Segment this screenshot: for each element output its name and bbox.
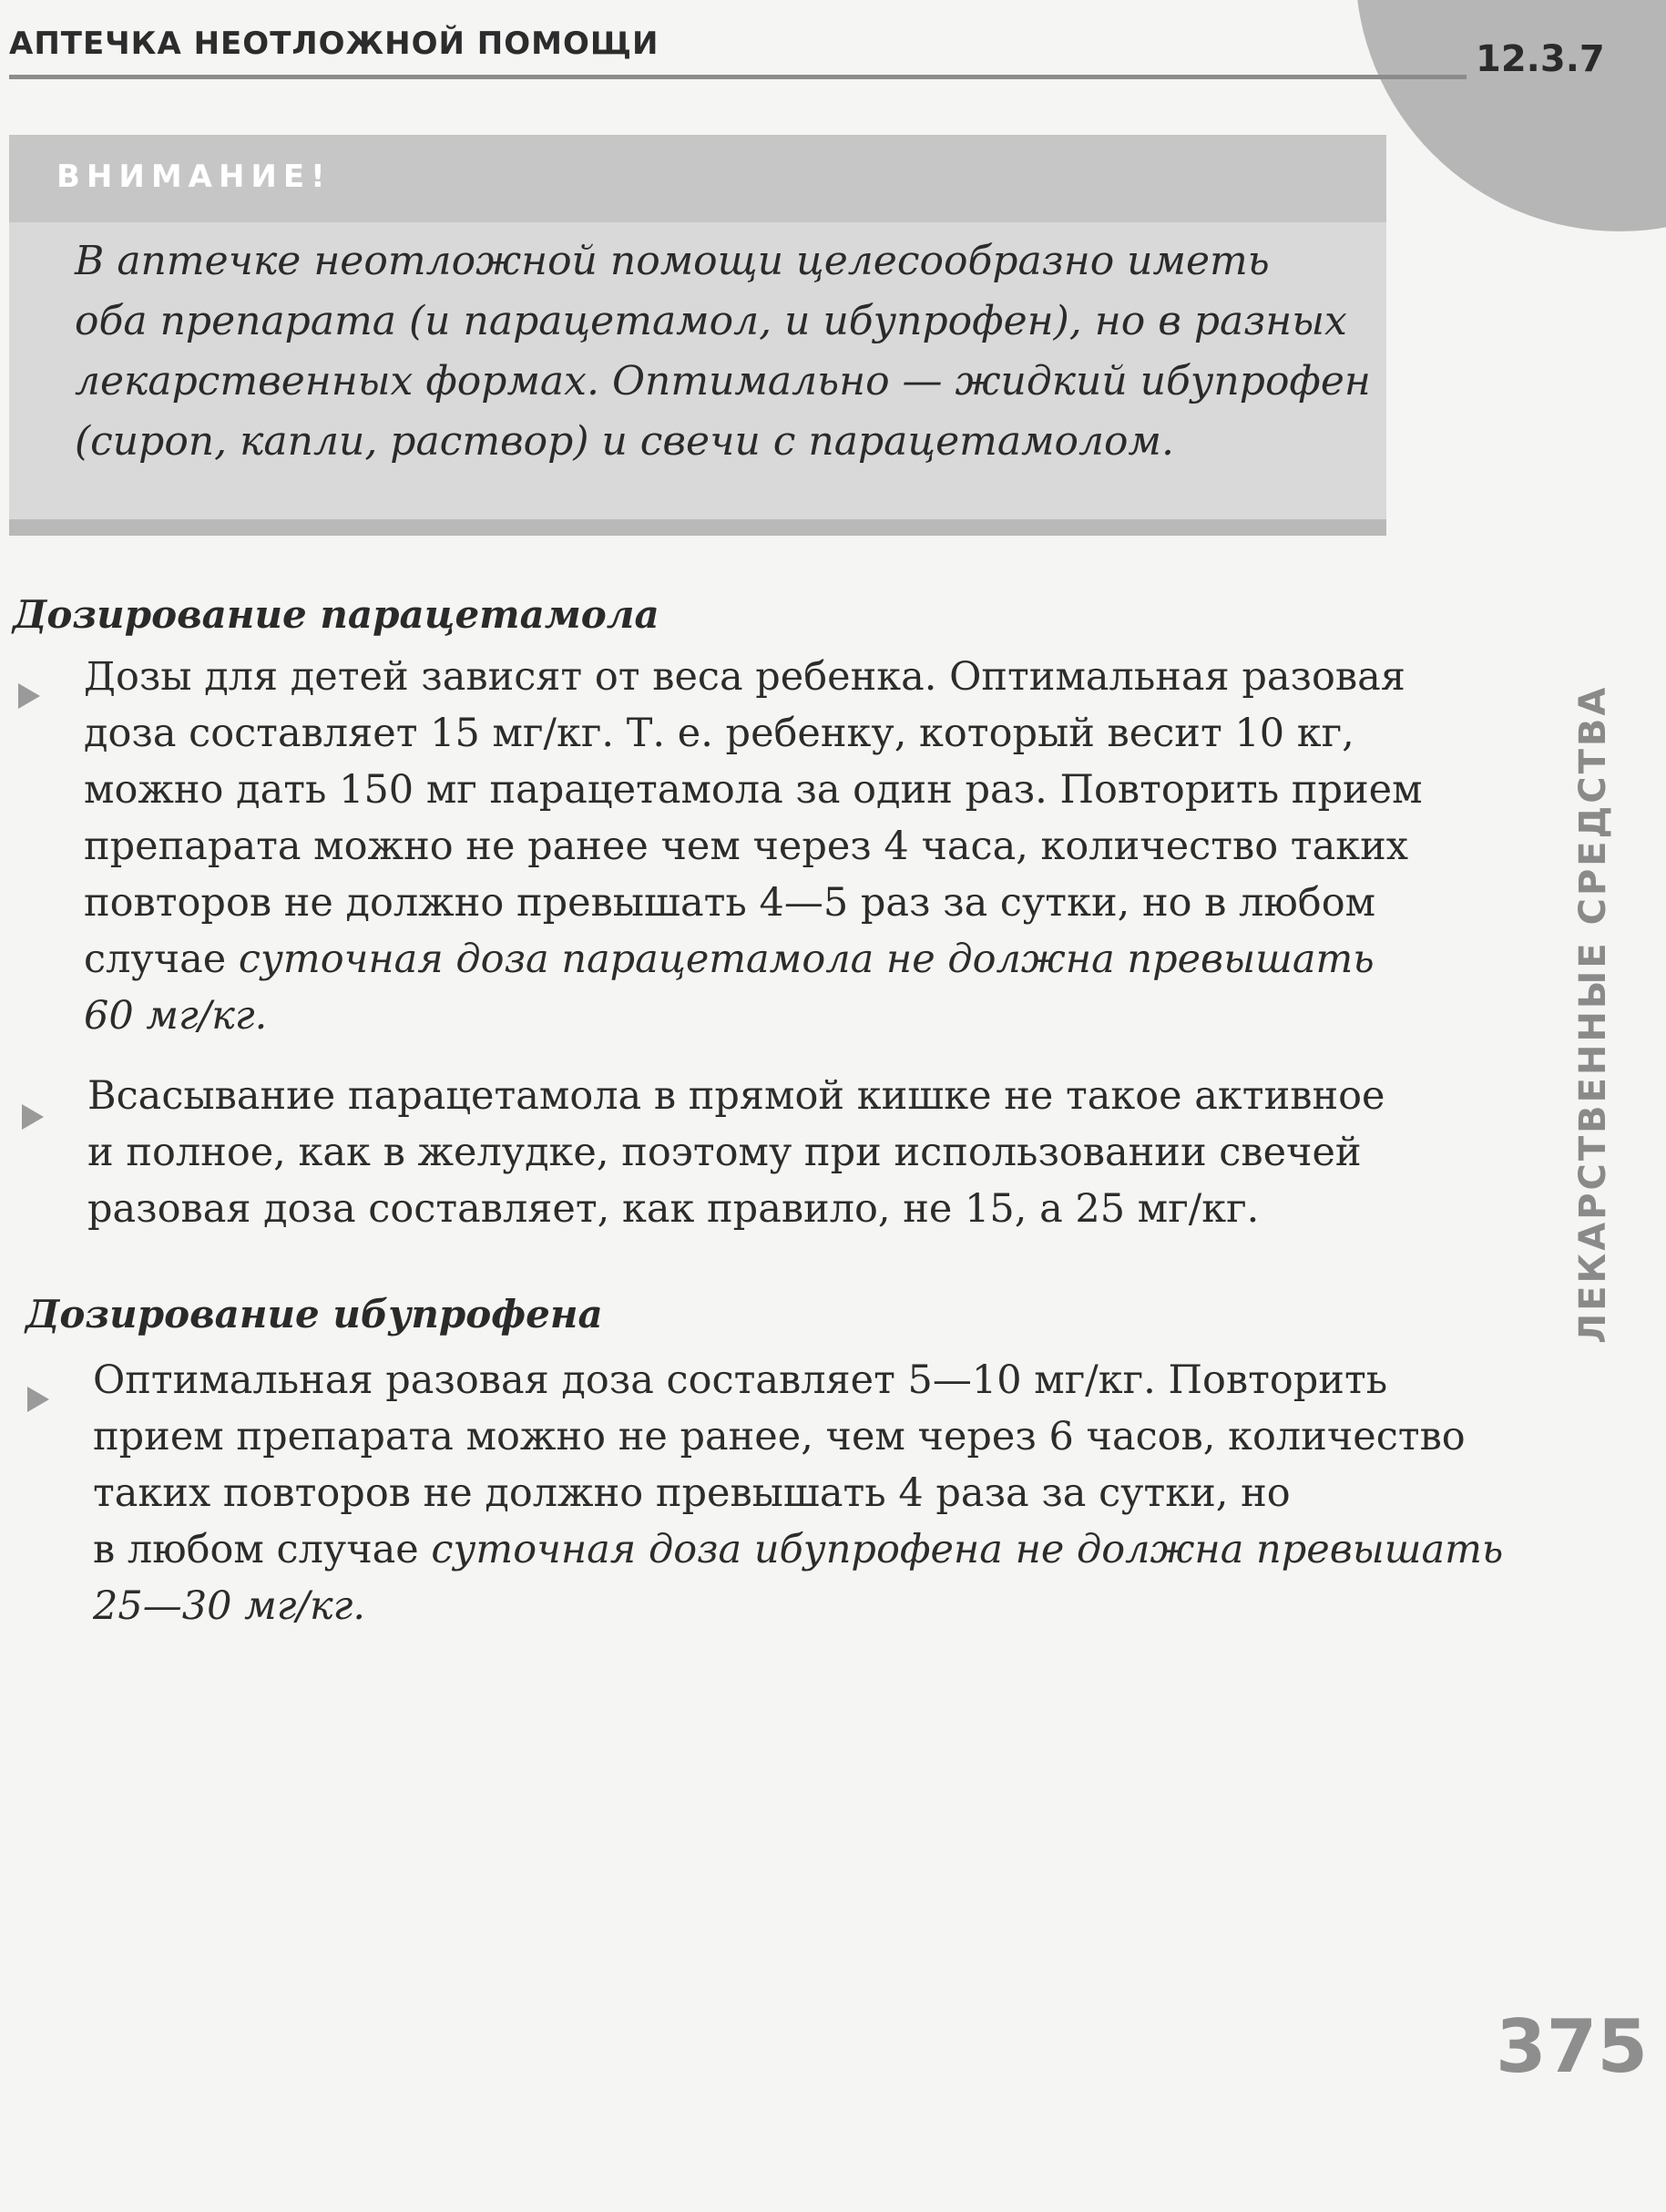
ibuprofen-heading: Дозирование ибупрофена — [26, 1292, 603, 1336]
text-emphasis: суточная доза парацетамола не должна превышать — [238, 937, 1375, 982]
text-line: и полное, как в желудке, поэтому при использовании свечей — [87, 1130, 1362, 1175]
section-number: 12.3.7 — [1476, 38, 1605, 80]
paracetamol-paragraph-1 — [84, 649, 1423, 1044]
notice-line: (сироп, капли, раствор) и свечи с парацетамолом. — [75, 418, 1175, 465]
text-line: доза составляет 15 мг/кг. Т. е. ребенку, который весит 10 кг, — [84, 711, 1354, 756]
notice-line: лекарственных формах. Оптимально — жидкий ибупрофен — [75, 358, 1371, 405]
text-emphasis: 60 мг/кг. — [84, 993, 268, 1039]
text-line — [84, 988, 1423, 1044]
corner-tab-circle — [1355, 0, 1666, 231]
text-line: повторов не должно превышать 4—5 раз за сутки, но в любом — [84, 880, 1376, 926]
bullet-arrow-icon — [27, 1387, 49, 1412]
text-line: можно дать 150 мг парацетамола за один раз. Повторить прием — [84, 767, 1423, 813]
text-line — [93, 1521, 1503, 1578]
text-line: прием препарата можно не ранее, чем через 6 часов, количество — [93, 1414, 1466, 1459]
paracetamol-heading: Дозирование парацетамола — [13, 592, 659, 637]
notice-box — [9, 135, 1386, 536]
side-chapter-label: ЛЕКАРСТВЕННЫЕ СРЕДСТВА — [1572, 684, 1614, 1344]
text-line: таких повторов не должно превышать 4 раза за сутки, но — [93, 1470, 1291, 1516]
text-line: Оптимальная разовая доза составляет 5—10 мг/кг. Повторить — [93, 1357, 1388, 1403]
text-emphasis: 25—30 мг/кг. — [93, 1583, 366, 1629]
running-header-title: АПТЕЧКА НЕОТЛОЖНОЙ ПОМОЩИ — [9, 26, 659, 62]
text-line: Дозы для детей зависят от веса ребенка. Оптимальная разовая — [84, 654, 1405, 700]
text-line — [84, 931, 1423, 988]
header-rule — [9, 75, 1467, 79]
paracetamol-paragraph-2 — [87, 1068, 1385, 1237]
text-line: Всасывание парацетамола в прямой кишке не такое активное — [87, 1073, 1385, 1119]
text-plain: случае — [84, 937, 239, 982]
notice-header-band — [9, 135, 1386, 222]
notice-label: ВНИМАНИЕ! — [56, 159, 332, 195]
text-line: препарата можно не ранее чем через 4 часа, количество таких — [84, 824, 1409, 869]
bullet-arrow-icon — [22, 1104, 44, 1130]
ibuprofen-paragraph-1 — [93, 1352, 1503, 1634]
notice-bottom-band — [9, 519, 1386, 536]
text-emphasis: суточная доза ибупрофена не должна превышать — [431, 1527, 1504, 1572]
text-plain: в любом случае — [93, 1527, 432, 1572]
notice-line: оба препарата (и парацетамол, и ибупрофен), но в разных — [75, 298, 1347, 344]
bullet-arrow-icon — [18, 683, 40, 709]
notice-text — [75, 231, 1386, 472]
notice-line: В аптечке неотложной помощи целесообразно иметь — [75, 238, 1270, 284]
text-line — [93, 1578, 1503, 1634]
text-line: разовая доза составляет, как правило, не 15, а 25 мг/кг. — [87, 1186, 1260, 1232]
page-number: 375 — [1496, 2004, 1648, 2089]
